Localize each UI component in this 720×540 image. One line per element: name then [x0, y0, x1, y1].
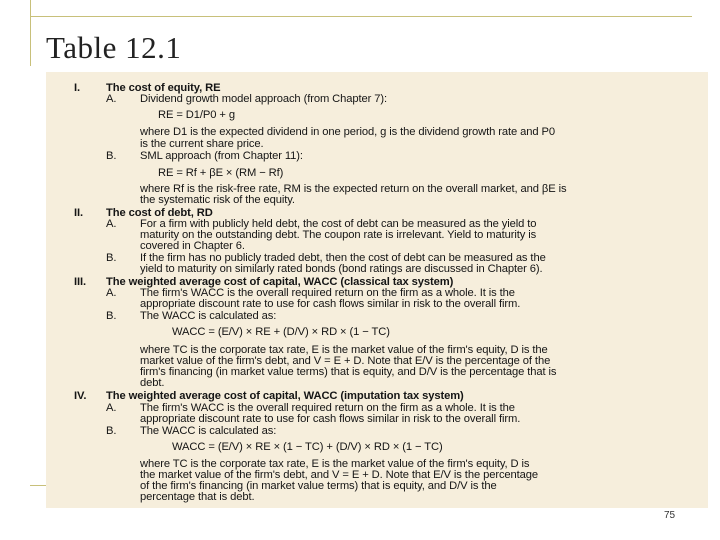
section-1-numeral: I. [74, 82, 81, 94]
section-2-heading: The cost of debt, RD [106, 207, 213, 219]
section-4-a-line-1: The firm's WACC is the overall required return on the firm as a whole. It is the [140, 402, 515, 414]
section-1-a-where-1: where D1 is the expected dividend in one period, g is the dividend growth rate and P0 [140, 126, 556, 138]
section-4-where-3: of the firm's financing (in market value terms) that is equity, and D/V is the [140, 480, 497, 492]
section-4-b-line-1: The WACC is calculated as: [140, 425, 277, 437]
section-2-b-letter: B. [106, 252, 117, 264]
section-3-where-4: debt. [140, 377, 165, 389]
page-number: 75 [664, 510, 676, 521]
section-3-b-letter: B. [106, 310, 117, 322]
section-2-a-line-1: For a firm with publicly held debt, the cost of debt can be measured as the yield to [140, 218, 537, 230]
section-1-a-letter: A. [106, 93, 117, 105]
frame-top-line [30, 16, 692, 17]
section-2-numeral: II. [74, 207, 84, 219]
section-4-b-letter: B. [106, 425, 117, 437]
section-1-a-where-2: is the current share price. [140, 138, 264, 150]
sml-formula: RE = Rf + βE × (RM − Rf) [158, 167, 284, 179]
section-2-a-line-2: maturity on the outstanding debt. The coupon rate is irrelevant. Yield to maturity is [140, 229, 537, 241]
dividend-growth-formula: RE = D1/P0 + g [158, 109, 235, 121]
section-4-a-letter: A. [106, 402, 117, 414]
section-1-b-where-2: the systematic risk of the equity. [140, 194, 295, 206]
frame-left-line [30, 0, 31, 66]
section-1-b-where-1: where Rf is the risk-free rate, RM is the expected return on the overall market, and βE is [140, 183, 567, 195]
section-2-a-letter: A. [106, 218, 117, 230]
section-2-a-line-3: covered in Chapter 6. [140, 240, 245, 252]
section-3-b-line-1: The WACC is calculated as: [140, 310, 277, 322]
section-1-heading: The cost of equity, RE [106, 82, 221, 94]
table-image [46, 72, 708, 508]
section-4-heading: The weighted average cost of capital, WACC (imputation tax system) [106, 390, 464, 402]
section-1-b-letter: B. [106, 150, 117, 162]
section-3-a-line-1: The firm's WACC is the overall required return on the firm as a whole. It is the [140, 287, 515, 299]
section-3-a-line-2: appropriate discount rate to use for cash flows similar in risk to the overall firm. [140, 298, 521, 310]
section-3-a-letter: A. [106, 287, 117, 299]
section-4-numeral: IV. [74, 390, 87, 402]
frame-bottom-tick [30, 485, 46, 486]
section-4-where-2: the market value of the firm's debt, and V = E + D. Note that E/V is the percentage [140, 469, 539, 481]
slide-title: Table 12.1 [46, 30, 182, 65]
section-4-where-1: where TC is the corporate tax rate, E is the market value of the firm's equity, D is [140, 458, 530, 470]
section-3-heading: The weighted average cost of capital, WACC (classical tax system) [106, 276, 454, 288]
section-1-a-title: Dividend growth model approach (from Chapter 7): [140, 93, 388, 105]
section-2-b-line-1: If the firm has no publicly traded debt, then the cost of debt can be measured as the [140, 252, 546, 264]
section-4-a-line-2: appropriate discount rate to use for cash flows similar in risk to the overall firm. [140, 413, 521, 425]
section-2-b-line-2: yield to maturity on similarly rated bonds (bond ratings are discussed in Chapter 6). [140, 263, 543, 275]
wacc-classical-formula: WACC = (E/V) × RE + (D/V) × RD × (1 − TC) [172, 326, 390, 338]
section-3-where-3: firm's financing (in market value terms) that is equity, and D/V is the percentage that is [140, 366, 557, 378]
section-1-b-title: SML approach (from Chapter 11): [140, 150, 303, 162]
wacc-imputation-formula: WACC = (E/V) × RE × (1 − TC) + (D/V) × RD × (1 − TC) [172, 441, 443, 453]
section-3-where-1: where TC is the corporate tax rate, E is the market value of the firm's equity, D is the [140, 344, 548, 356]
section-4-where-4: percentage that is debt. [140, 491, 255, 503]
section-3-where-2: market value of the firm's debt, and V = E + D. Note that E/V is the percentage of the [140, 355, 551, 367]
section-3-numeral: III. [74, 276, 87, 288]
